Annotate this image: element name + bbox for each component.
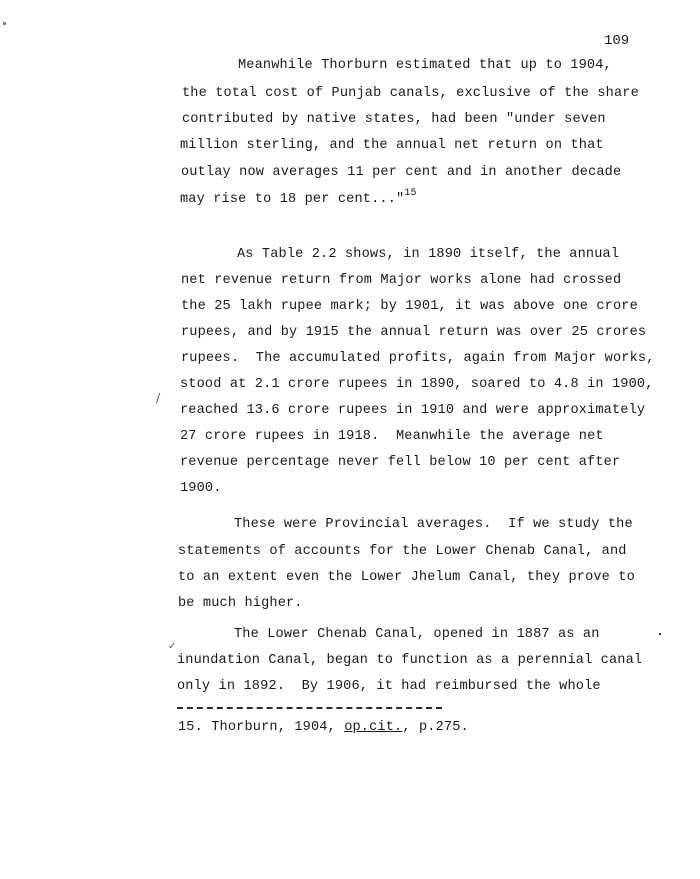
scan-speck xyxy=(3,22,6,25)
text-line: 1900. xyxy=(180,481,222,496)
text-line: Meanwhile Thorburn estimated that up to 1904, xyxy=(238,58,612,73)
footnote-page-ref: , p.275. xyxy=(402,720,469,735)
text-line: rupees, and by 1915 the annual return was over 25 crores xyxy=(181,325,647,340)
footnote-author-year: Thorburn, 1904, xyxy=(211,720,336,735)
text-line: only in 1892. By 1906, it had reimbursed the whole xyxy=(177,679,601,694)
text-line: 27 crore rupees in 1918. Meanwhile the average net xyxy=(180,429,604,444)
margin-slash-mark: / xyxy=(156,391,161,405)
text-line: As Table 2.2 shows, in 1890 itself, the annual xyxy=(237,247,620,262)
footnote-op-cit: op.cit. xyxy=(344,720,403,735)
footnote-number: 15. xyxy=(178,720,203,735)
page-number: 109 xyxy=(604,33,630,49)
text-line: net revenue return from Major works alone had crossed xyxy=(181,273,622,288)
text-line: million sterling, and the annual net return on that xyxy=(180,138,604,153)
text-line: rupees. The accumulated profits, again from Major works, xyxy=(181,351,655,366)
scan-speck xyxy=(659,633,661,635)
text-line: to an extent even the Lower Jhelum Canal, they prove to xyxy=(178,570,635,585)
text-line-content: may rise to 18 per cent..." xyxy=(180,192,405,207)
text-line: outlay now averages 11 per cent and in another decade xyxy=(181,165,622,180)
text-line: The Lower Chenab Canal, opened in 1887 as an xyxy=(234,627,600,642)
text-line: statements of accounts for the Lower Chenab Canal, and xyxy=(178,544,627,559)
footnote-separator xyxy=(177,707,442,709)
text-line xyxy=(180,188,417,210)
text-line: stood at 2.1 crore rupees in 1890, soared to 4.8 in 1900, xyxy=(180,377,654,392)
text-line: the total cost of Punjab canals, exclusive of the share xyxy=(182,86,639,101)
text-line: contributed by native states, had been "under seven xyxy=(182,112,606,127)
text-line: reached 13.6 crore rupees in 1910 and were approximately xyxy=(180,403,646,418)
footnote-reference: 15 xyxy=(404,188,417,199)
margin-check-mark: ✓ xyxy=(168,641,177,652)
footnote-15 xyxy=(178,719,469,737)
text-line: These were Provincial averages. If we study the xyxy=(234,517,633,532)
text-line: revenue percentage never fell below 10 per cent after xyxy=(180,455,621,470)
text-line: inundation Canal, began to function as a perennial canal xyxy=(177,653,643,668)
text-line: be much higher. xyxy=(178,596,303,611)
text-line: the 25 lakh rupee mark; by 1901, it was above one crore xyxy=(181,299,638,314)
